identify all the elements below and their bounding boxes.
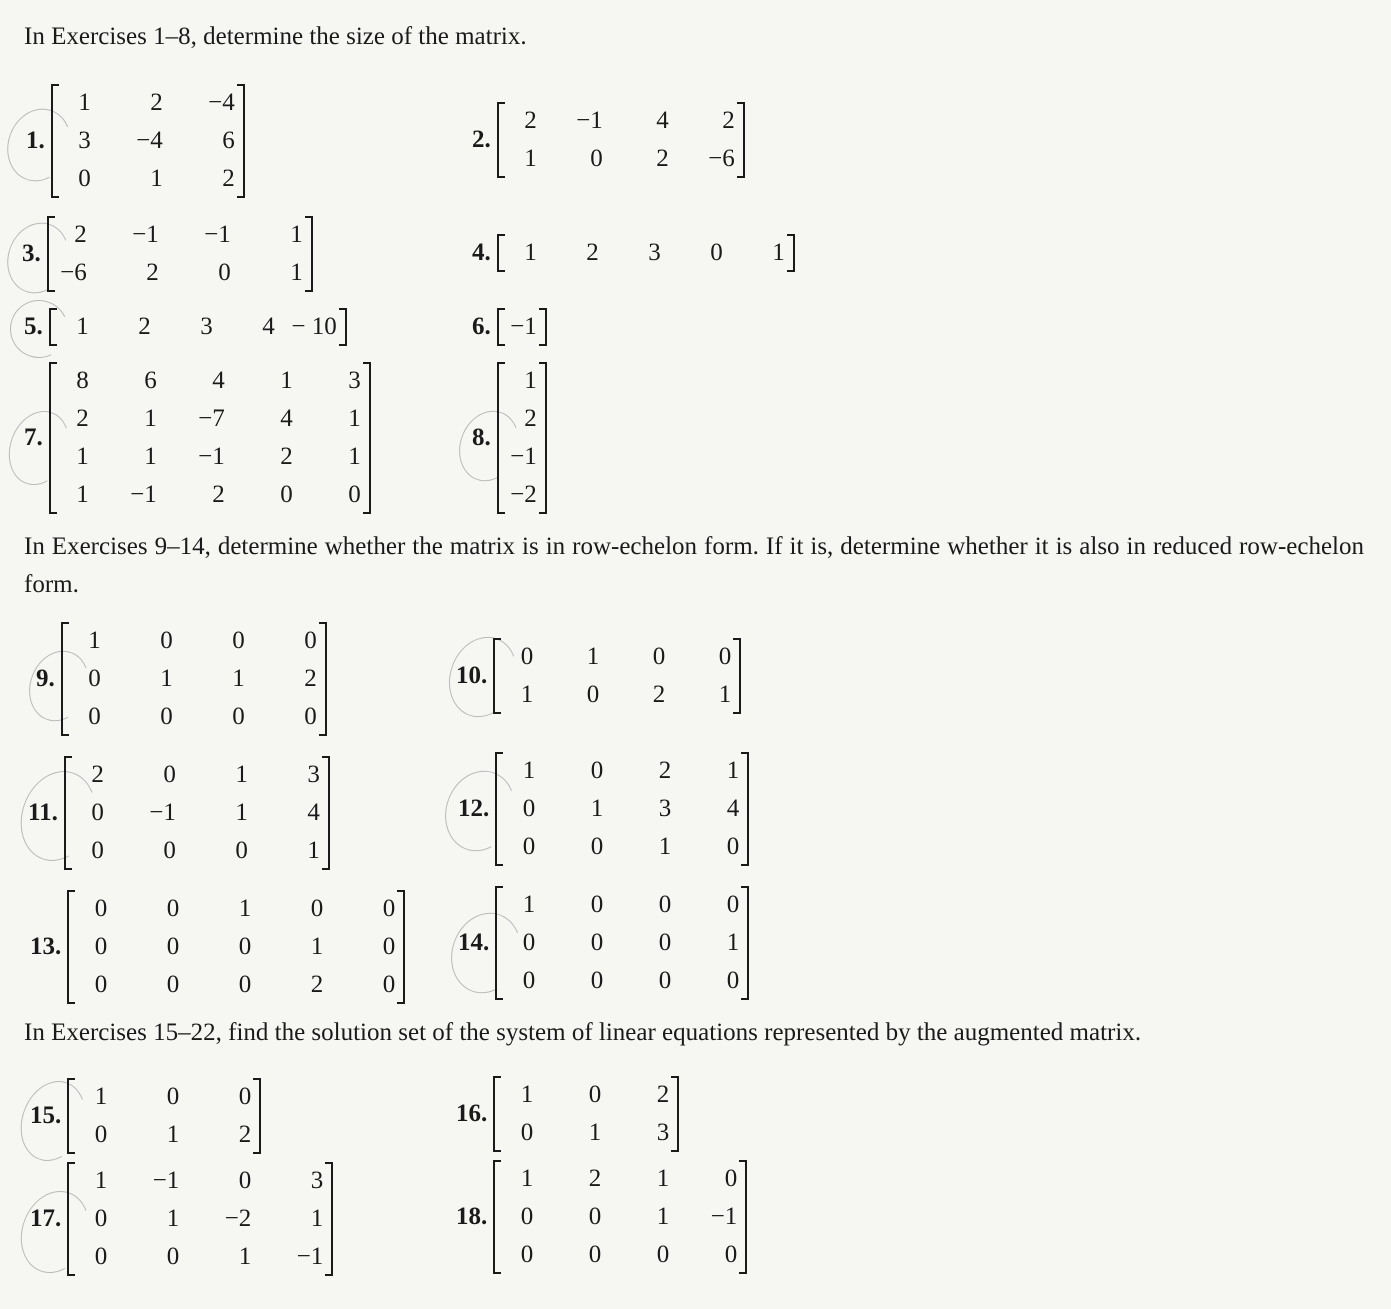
matrix-entry: 1 [76, 481, 89, 508]
matrix-entry: −4 [136, 127, 163, 154]
matrix-entry: 1 [348, 443, 361, 470]
matrix-entry: 0 [166, 895, 180, 922]
matrix-entry: 1 [520, 1165, 534, 1192]
matrix-entry: 1 [348, 405, 361, 432]
left-bracket [497, 102, 505, 178]
matrix [49, 362, 371, 514]
matrix-entry: 2 [658, 757, 672, 784]
matrix-entry: 0 [382, 895, 396, 922]
matrix-entry: 1 [310, 1205, 324, 1232]
matrix-entry: 0 [78, 165, 91, 192]
matrix-entry: 1 [290, 221, 303, 248]
right-bracket [319, 622, 327, 736]
matrix-entry: 3 [658, 795, 672, 822]
left-bracket [49, 308, 57, 346]
matrix-entry: 1 [235, 799, 248, 826]
matrix-entry: 2 [280, 443, 293, 470]
matrix-entry: 0 [724, 1241, 738, 1268]
exercise-number: 5. [24, 313, 43, 340]
matrix-entry: 1 [520, 1081, 534, 1108]
matrix-entry: 0 [94, 971, 108, 998]
left-bracket [497, 234, 505, 272]
matrix-entry: 0 [718, 643, 732, 670]
matrix-entry: 0 [238, 1167, 252, 1194]
matrix-entry: 2 [304, 665, 317, 692]
right-bracket [739, 1160, 747, 1274]
exercise-number: 1. [26, 127, 45, 154]
exercise-number: 9. [36, 665, 55, 692]
exercise-number: 2. [472, 126, 491, 153]
matrix-entry: 3 [200, 313, 213, 340]
matrix-entry: 0 [94, 1205, 108, 1232]
matrix-entry: 0 [94, 1243, 108, 1270]
matrix-entry: 0 [590, 145, 603, 172]
section-instructions-9-14: In Exercises 9–14, determine whether the matrix is in row-echelon form. If it is, determine whether it is also in reduced row-echelon form. [24, 533, 1364, 598]
matrix-entry: 0 [160, 627, 173, 654]
exercise-number: 13. [30, 933, 62, 960]
matrix [67, 1162, 333, 1276]
right-bracket [305, 216, 313, 292]
matrix-entry: 1 [290, 259, 303, 286]
matrix-entry: 0 [238, 1083, 252, 1110]
exercise-2 [472, 102, 745, 178]
matrix-entry: 0 [163, 761, 176, 788]
matrix-entry: 4 [262, 313, 275, 340]
matrix-entry: 0 [166, 971, 180, 998]
matrix [497, 102, 745, 178]
matrix-entry: −1 [510, 443, 537, 470]
matrix-entry: 1 [658, 833, 672, 860]
matrix-entry: 0 [348, 481, 361, 508]
matrix-entry: 0 [656, 1241, 670, 1268]
matrix-entry: 0 [166, 1083, 180, 1110]
matrix-entry: 0 [238, 971, 252, 998]
matrix-entry: 2 [91, 761, 104, 788]
exercise-number: 3. [22, 240, 41, 267]
left-bracket [47, 216, 55, 292]
left-bracket [497, 362, 505, 514]
matrix-entry: 1 [166, 1121, 180, 1148]
matrix [67, 1078, 261, 1154]
matrix-entry: 0 [588, 1081, 602, 1108]
matrix-entry: 0 [166, 933, 180, 960]
exercise-17 [30, 1162, 333, 1276]
matrix-entry: 1 [726, 757, 740, 784]
matrix-entry: 0 [520, 1241, 534, 1268]
matrix-entry: 0 [658, 891, 672, 918]
left-bracket [493, 1076, 501, 1152]
matrix-entry: 0 [232, 627, 245, 654]
matrix-entry: 3 [310, 1167, 324, 1194]
matrix-entry: 2 [150, 89, 163, 116]
matrix-entry: 3 [307, 761, 320, 788]
matrix [49, 308, 347, 346]
matrix-entry: 1 [524, 367, 537, 394]
section-instructions-15-22: In Exercises 15–22, find the solution set of the system of linear equations represented by the augmented matrix. [24, 1019, 1142, 1046]
matrix-entry: 1 [280, 367, 293, 394]
matrix-entry: 0 [280, 481, 293, 508]
matrix-entry: 1 [307, 837, 320, 864]
matrix-entry: 2 [74, 221, 87, 248]
matrix-entry: 4 [307, 799, 320, 826]
matrix-entry: 0 [726, 891, 740, 918]
matrix [497, 362, 547, 514]
left-bracket [64, 756, 72, 870]
matrix-entry: −6 [708, 145, 735, 172]
exercise-8 [472, 362, 547, 514]
matrix-entry: 4 [656, 107, 669, 134]
exercise-16 [456, 1076, 679, 1152]
matrix-entry: 0 [522, 833, 536, 860]
matrix-entry: 3 [348, 367, 361, 394]
left-bracket [51, 84, 59, 198]
matrix-entry: 0 [94, 895, 108, 922]
exercise-3 [22, 216, 313, 292]
right-bracket [325, 1162, 333, 1276]
exercise-number: 15. [30, 1102, 62, 1129]
matrix-entry: 1 [520, 681, 534, 708]
right-bracket [733, 638, 741, 714]
matrix-entry: 0 [238, 933, 252, 960]
matrix-entry: 3 [656, 1119, 670, 1146]
exercise-number: 7. [24, 424, 43, 451]
right-bracket [737, 102, 745, 178]
matrix-entry: 2 [138, 313, 151, 340]
matrix-entry: 1 [590, 795, 604, 822]
matrix-entry: 0 [652, 643, 666, 670]
exercise-11 [28, 756, 330, 870]
matrix-entry: 2 [310, 971, 324, 998]
matrix-entry: 1 [656, 1203, 670, 1230]
matrix [64, 756, 330, 870]
right-bracket [671, 1076, 679, 1152]
matrix-entry: 1 [235, 761, 248, 788]
matrix-entry: 0 [232, 703, 245, 730]
left-bracket [49, 362, 57, 514]
matrix-entry: 2 [524, 405, 537, 432]
right-bracket [741, 886, 749, 1000]
matrix-entry: −1 [204, 221, 231, 248]
right-bracket [339, 308, 347, 346]
matrix-entry: 0 [586, 681, 600, 708]
exercise-number: 10. [456, 662, 488, 689]
matrix-entry: 1 [772, 239, 785, 266]
right-bracket [787, 234, 795, 272]
matrix-entry: 2 [722, 107, 735, 134]
matrix-entry: 1 [160, 665, 173, 692]
matrix-entry: 1 [144, 443, 157, 470]
exercise-number: 8. [472, 424, 491, 451]
matrix-entry: 0 [522, 929, 536, 956]
exercise-4 [472, 234, 795, 272]
matrix-entry: 1 [238, 895, 252, 922]
section-instructions-1-8: In Exercises 1–8, determine the size of the matrix. [24, 23, 527, 50]
matrix [67, 890, 405, 1004]
matrix-entry: 0 [726, 833, 740, 860]
exercise-9 [36, 622, 327, 736]
matrix [493, 638, 741, 714]
matrix-entry: 0 [588, 1203, 602, 1230]
matrix-entry: 0 [304, 703, 317, 730]
matrix-entry: 0 [160, 703, 173, 730]
matrix-entry: 2 [586, 239, 599, 266]
matrix-entry: 0 [590, 833, 604, 860]
matrix-entry: −4 [208, 89, 235, 116]
matrix-entry: 2 [76, 405, 89, 432]
matrix-entry: −1 [576, 107, 603, 134]
exercise-12 [458, 752, 749, 866]
matrix-entry: 1 [76, 443, 89, 470]
matrix-entry: 1 [586, 643, 600, 670]
matrix-entry: 0 [726, 967, 740, 994]
left-bracket [493, 1160, 501, 1274]
right-bracket [539, 308, 547, 346]
matrix-entry: − 10 [291, 313, 337, 340]
right-bracket [322, 756, 330, 870]
matrix-entry: 0 [522, 795, 536, 822]
left-bracket [495, 752, 503, 866]
matrix [51, 84, 245, 198]
left-bracket [67, 1162, 75, 1276]
matrix-entry: 0 [710, 239, 723, 266]
matrix-entry: 2 [652, 681, 666, 708]
matrix-entry: 1 [144, 405, 157, 432]
left-bracket [497, 308, 505, 346]
matrix-entry: −1 [149, 799, 176, 826]
exercise-number: 17. [30, 1205, 62, 1232]
matrix-entry: 0 [658, 929, 672, 956]
right-bracket [397, 890, 405, 1004]
exercise-number: 14. [458, 929, 490, 956]
matrix [495, 752, 749, 866]
right-bracket [363, 362, 371, 514]
exercise-number: 6. [472, 313, 491, 340]
matrix-entry: 0 [88, 665, 101, 692]
matrix-entry: −1 [130, 481, 157, 508]
matrix-entry: 1 [310, 933, 324, 960]
matrix-entry: 6 [222, 127, 235, 154]
matrix-entry: 1 [718, 681, 732, 708]
matrix-entry: 1 [78, 89, 91, 116]
matrix-entry: 3 [78, 127, 91, 154]
matrix-entry: 2 [238, 1121, 252, 1148]
matrix-entry: 4 [726, 795, 740, 822]
matrix-entry: 8 [76, 367, 89, 394]
left-bracket [67, 890, 75, 1004]
exercise-7 [24, 362, 371, 514]
matrix [493, 1160, 747, 1274]
exercise-15 [30, 1078, 261, 1154]
matrix-entry: 0 [590, 967, 604, 994]
matrix-entry: 1 [656, 1165, 670, 1192]
matrix-entry: −1 [198, 443, 225, 470]
matrix-entry: 0 [91, 837, 104, 864]
matrix-entry: 1 [94, 1083, 108, 1110]
matrix-entry: 0 [304, 627, 317, 654]
matrix-entry: 0 [94, 1121, 108, 1148]
left-bracket [67, 1078, 75, 1154]
exercise-number: 18. [456, 1203, 488, 1230]
matrix-entry: 0 [218, 259, 231, 286]
matrix-entry: −2 [224, 1205, 252, 1232]
matrix-entry: 1 [88, 627, 101, 654]
matrix-entry: 2 [656, 1081, 670, 1108]
matrix-entry: 2 [212, 481, 225, 508]
exercise-14 [458, 886, 749, 1000]
matrix-entry: 4 [280, 405, 293, 432]
matrix-entry: 0 [590, 757, 604, 784]
exercise-1 [26, 84, 245, 198]
matrix-entry: 0 [520, 1203, 534, 1230]
matrix-entry: 1 [522, 891, 536, 918]
matrix-entry: 1 [588, 1119, 602, 1146]
matrix-entry: −1 [710, 1203, 738, 1230]
matrix-entry: 0 [520, 643, 534, 670]
exercise-13 [30, 890, 405, 1004]
matrix-entry: 0 [235, 837, 248, 864]
right-bracket [539, 362, 547, 514]
matrix-entry: 0 [590, 929, 604, 956]
matrix-entry: −1 [132, 221, 159, 248]
exercise-6 [472, 308, 547, 346]
matrix-entry: 3 [648, 239, 661, 266]
matrix-entry: 2 [524, 107, 537, 134]
exercise-number: 11. [28, 799, 58, 826]
matrix-entry: 1 [524, 239, 537, 266]
matrix-entry: 0 [588, 1241, 602, 1268]
exercise-5 [24, 308, 347, 346]
matrix-entry: −1 [152, 1167, 180, 1194]
matrix-entry: 0 [590, 891, 604, 918]
matrix-entry: 0 [166, 1243, 180, 1270]
left-bracket [493, 638, 501, 714]
right-bracket [741, 752, 749, 866]
exercise-number: 16. [456, 1100, 488, 1127]
right-bracket [253, 1078, 261, 1154]
matrix-entry: 0 [163, 837, 176, 864]
matrix-entry: 1 [76, 313, 89, 340]
matrix-entry: −1 [510, 313, 537, 340]
matrix [493, 1076, 679, 1152]
matrix [61, 622, 327, 736]
matrix-entry: 0 [88, 703, 101, 730]
matrix-entry: 2 [146, 259, 159, 286]
matrix-entry: 1 [94, 1167, 108, 1194]
exercise-number: 12. [458, 795, 490, 822]
matrix-entry: 0 [382, 933, 396, 960]
matrix-entry: 1 [524, 145, 537, 172]
matrix-entry: 2 [222, 165, 235, 192]
matrix-entry: 0 [382, 971, 396, 998]
matrix-entry: 0 [520, 1119, 534, 1146]
left-bracket [61, 622, 69, 736]
matrix-entry: 1 [232, 665, 245, 692]
matrix-entry: −1 [296, 1243, 324, 1270]
matrix [497, 308, 547, 346]
matrix-entry: 0 [522, 967, 536, 994]
matrix-entry: 2 [656, 145, 669, 172]
matrix [47, 216, 313, 292]
exercise-18 [456, 1160, 747, 1274]
matrix-entry: 2 [588, 1165, 602, 1192]
matrix-entry: 1 [726, 929, 740, 956]
matrix-entry: 0 [94, 933, 108, 960]
left-bracket [495, 886, 503, 1000]
matrix-entry: 0 [724, 1165, 738, 1192]
matrix-entry: −2 [510, 481, 537, 508]
exercise-10 [456, 638, 741, 714]
matrix-entry: 0 [310, 895, 324, 922]
matrix-entry: 1 [522, 757, 536, 784]
matrix-entry: 0 [91, 799, 104, 826]
exercise-number: 4. [472, 239, 491, 266]
matrix-entry: 1 [166, 1205, 180, 1232]
matrix-entry: −7 [198, 405, 225, 432]
matrix-entry: 1 [238, 1243, 252, 1270]
matrix-entry: −6 [60, 259, 87, 286]
matrix-entry: 0 [658, 967, 672, 994]
matrix-entry: 1 [150, 165, 163, 192]
matrix-entry: 4 [212, 367, 225, 394]
matrix [497, 234, 795, 272]
right-bracket [237, 84, 245, 198]
matrix [495, 886, 749, 1000]
matrix-entry: 6 [144, 367, 157, 394]
